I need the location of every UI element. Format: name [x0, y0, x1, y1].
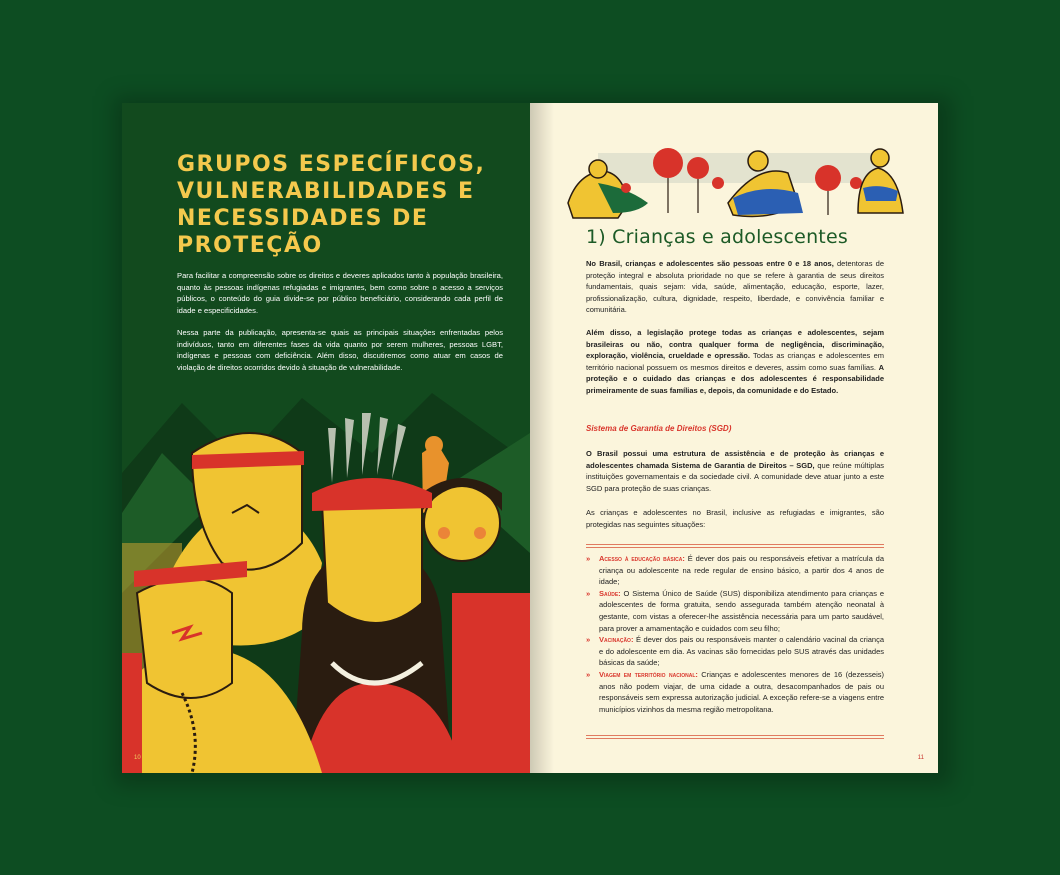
intro-paragraph-2: Nessa parte da publicação, apresenta-se quais as principais situações enfrentadas pelos indivíduos, tanto em diferentes fases da vida quanto por serem mulheres, pessoas LGBT, indígenas e pessoas com deficiência. Além disso, discutiremos como atuar em casos de violação de direitos ocorridos devido à situação de vulnerabilidade.	[177, 328, 503, 372]
paragraph-4: As crianças e adolescentes no Brasil, inclusive as refugiadas e imigrantes, são protegidas nas seguintes situações:	[586, 508, 884, 529]
list-item-heading: Saúde:	[599, 588, 621, 598]
divider-bottom	[586, 735, 884, 736]
divider-top-2	[586, 547, 884, 548]
list-item-text: Crianças e adolescentes menores de 16 (dezesseis) anos não podem viajar, de uma cidade a outra, desacompanhados de pais ou responsáveis sem expressa autorização judicial. A exceção refere-se a viagens entre municípios vizinhos da mesma região metropolitana.	[599, 669, 884, 714]
divider-top	[586, 544, 884, 545]
bullet-marker: »	[586, 669, 591, 679]
paragraph-1	[586, 258, 884, 316]
paragraph-3	[586, 448, 884, 494]
list-item	[586, 634, 884, 669]
paragraph-2-bold-end: A proteção e o cuidado das crianças e dos adolescentes é responsabilidade primeiramente de suas famílias e, depois, da comunidade e do Estado.	[586, 362, 884, 395]
paragraph-1-bold: No Brasil, crianças e adolescentes são pessoas entre 0 e 18 anos,	[586, 259, 834, 268]
paragraph-3-rest: que reúne múltiplas instituições governamentais e da sociedade civil. A comunidade deve atuar junto a este SGD para proteção de suas crianças.	[586, 460, 884, 493]
paragraph-3-bold: O Brasil possui uma estrutura de assistência e de proteção às crianças e adolescentes chamada Sistema de Garantia de Direitos – SGD,	[586, 449, 884, 470]
list-item-text: O Sistema Único de Saúde (SUS) disponibiliza atendimento para crianças e adolescentes de forma gratuita, sendo assegurada também atenção neonatal à gestante, com vistas a oferecer-lhe assistência necessária para um parto saudável, para prover a amamentação e cuidados com seu filho;	[599, 588, 884, 633]
indigenous-people-illustration	[122, 393, 530, 773]
left-page	[122, 103, 530, 773]
paragraph-1-rest: detentoras de proteção integral e absoluta prioridade no que se refere à garantia de seus direitos fundamentais, quais sejam: vida, saúde, alimentação, educação, esporte, lazer, profissionalização, cultura, dignidade, respeito, liberdade, e convivência familiar e comunitária.	[586, 259, 884, 315]
page-number: 11	[917, 755, 924, 761]
bullet-marker: »	[586, 554, 591, 563]
page-number: 10	[134, 755, 141, 761]
paragraph-2-bold: Além disso, a legislação protege todas as crianças e adolescentes, sejam brasileiras ou não, contra qualquer forma de negligência, discriminação, exploração, violência, crueldade e opressão.	[586, 328, 884, 361]
children-playing-illustration	[558, 143, 908, 221]
list-item-heading: Viagem em território nacional:	[599, 669, 698, 679]
list-item-heading: Vacinação:	[599, 635, 634, 645]
list-item-heading: Acesso à educação básica:	[599, 554, 685, 563]
list-item-text: É dever dos pais ou responsáveis manter o calendário vacinal da criança e do adolescente em dia. As vacinas são fornecidas pelo SUS através das unidades básicas da saúde;	[599, 635, 884, 668]
section-heading: 1) Crianças e adolescentes	[586, 226, 848, 248]
list-item-text: É dever dos pais ou responsáveis efetivar a matrícula da criança ou adolescente na rede regular de ensino básico, a partir dos 4 anos de idade;	[599, 554, 884, 587]
list-item	[586, 553, 884, 588]
list-item	[586, 669, 884, 715]
intro-paragraph-1: Para facilitar a compreensão sobre os direitos e deveres aplicados tanto à população brasileira, quanto às pessoas indígenas refugiadas e imigrantes, bem como sobre o acesso a serviços públicos, o conteúdo do guia divide-se por público beneficiário, considerando cada perfil de idade e especificidades.	[177, 271, 503, 315]
divider-bottom-2	[586, 738, 884, 739]
paragraph-2	[586, 327, 884, 397]
section-title: GRUPOS ESPECÍFICOS, VULNERABILIDADES E NECESSIDADES DE PROTEÇÃO	[177, 152, 486, 258]
sgd-subheading: Sistema de Garantia de Direitos (SGD)	[586, 424, 732, 433]
page-spine-shadow	[530, 103, 554, 773]
right-page	[530, 103, 938, 773]
list-item	[586, 588, 884, 634]
protection-list	[586, 553, 884, 715]
bullet-marker: »	[586, 588, 591, 598]
bullet-marker: »	[586, 635, 591, 645]
paragraph-2-mid: Todas as crianças e adolescentes em território nacional possuem os mesmos direitos e deveres, assim como suas famílias.	[586, 351, 884, 372]
